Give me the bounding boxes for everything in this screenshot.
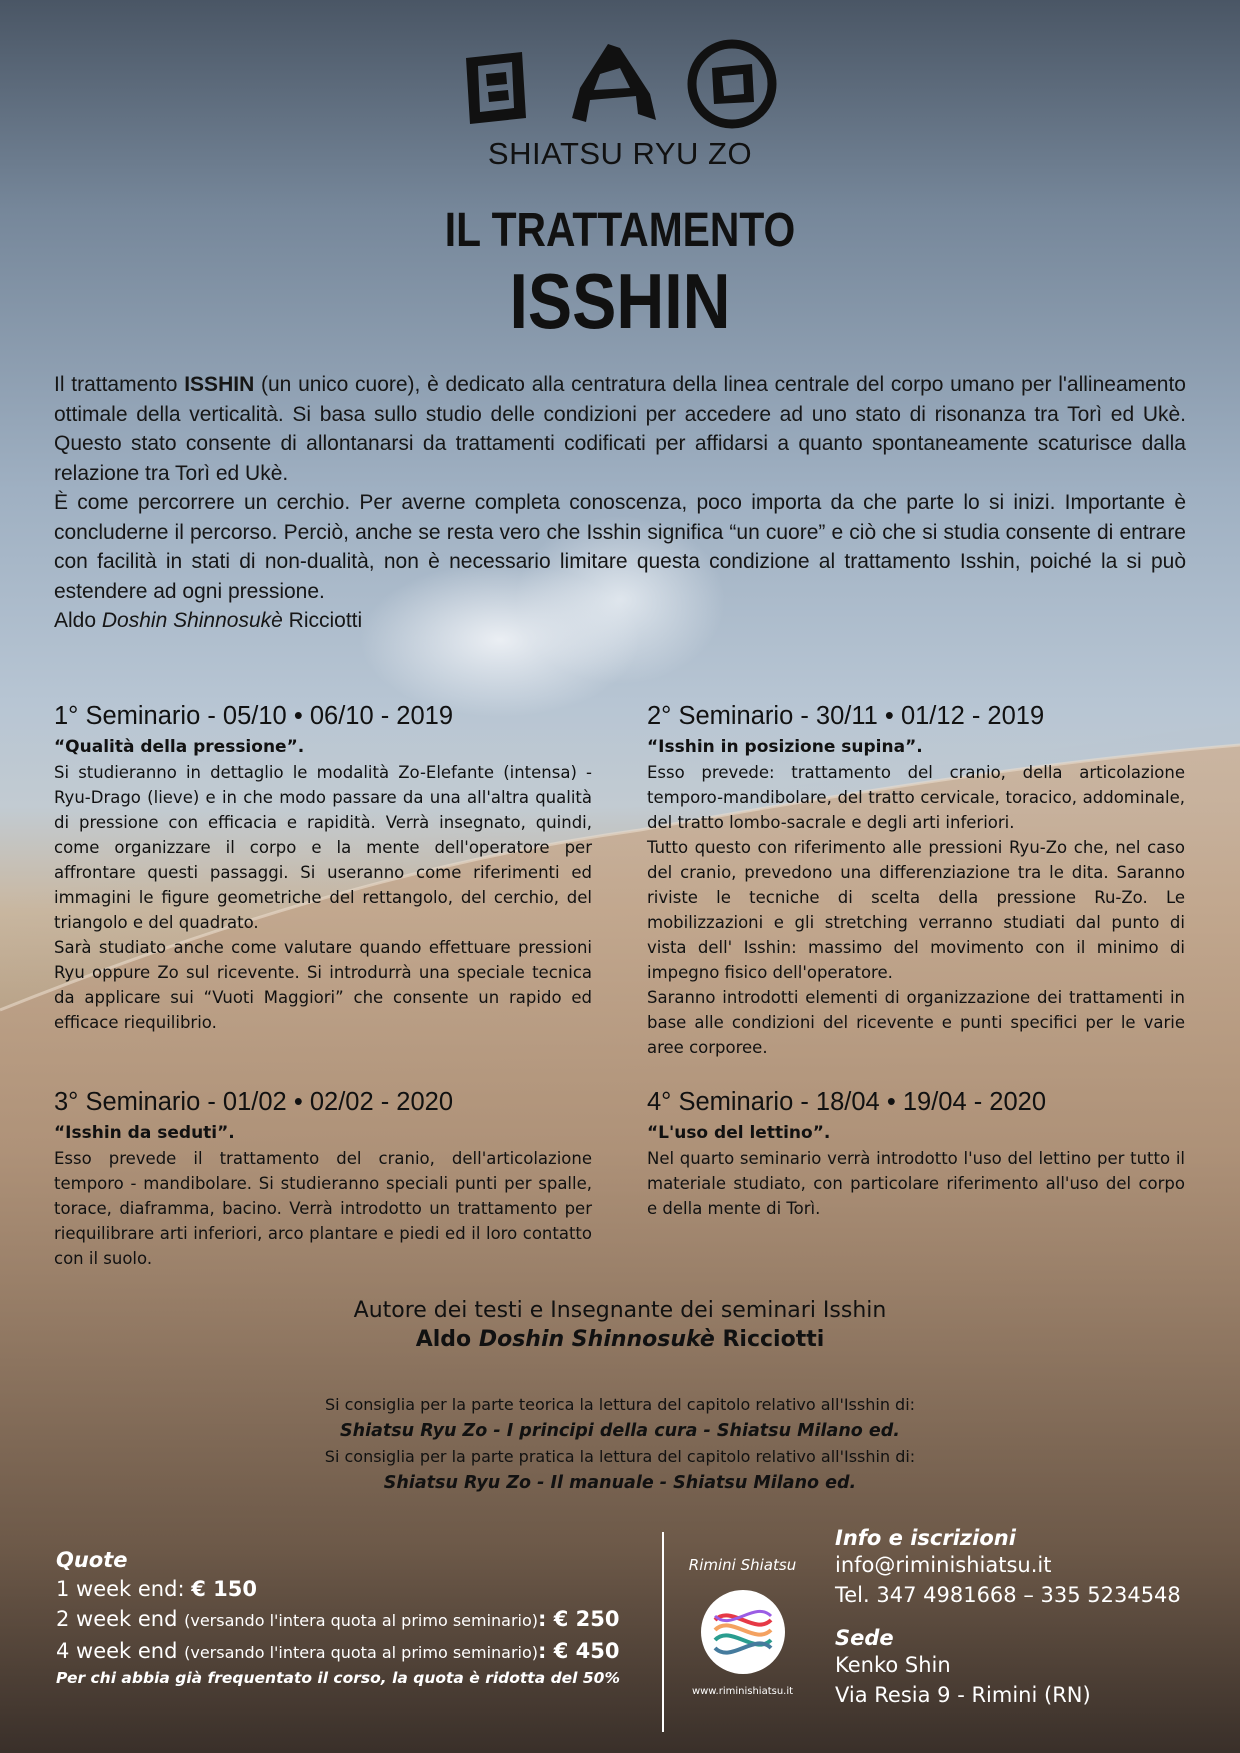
seminar-heading: 4° Seminario - 18/04 • 19/04 - 2020	[647, 1088, 1047, 1116]
author-role: Autore dei testi e Insegnante dei seminari Isshin	[353, 1298, 887, 1323]
price-row-3: 4 week end (versando l'intera quota al primo seminario): € 450	[56, 1639, 620, 1663]
rimini-shiatsu-badge	[680, 1556, 805, 1697]
shiatsu-ryu-zo-logo	[460, 34, 780, 134]
intro-text	[54, 370, 1186, 636]
seminar-subtitle: “Isshin in posizione supina”.	[647, 737, 923, 757]
reading-theory-note: Si consiglia per la parte teorica la lettura del capitolo relativo all'Isshin di:	[324, 1395, 916, 1414]
seminar-1	[54, 702, 592, 1035]
footer-divider	[662, 1532, 664, 1732]
seminar-heading: 1° Seminario - 05/10 • 06/10 - 2019	[54, 702, 454, 730]
rimini-shiatsu-url[interactable]: www.riminishiatsu.it	[691, 1686, 794, 1697]
rimini-shiatsu-logo-icon	[701, 1590, 785, 1674]
seminar-heading: 3° Seminario - 01/02 • 02/02 - 2020	[54, 1088, 454, 1116]
brand-name: SHIATSU RYU ZO	[487, 136, 753, 171]
kanji-sun-icon	[466, 52, 526, 124]
reading-practice-note: Si consiglia per la parte pratica la lettura del capitolo relativo all'Isshin di:	[324, 1447, 916, 1466]
info-heading: Info e iscrizioni	[835, 1526, 1016, 1550]
reading-recommendations	[0, 1392, 1240, 1496]
intro-signature: Aldo Doshin Shinnosukè Ricciotti	[54, 609, 363, 632]
info-phone[interactable]: Tel. 347 4981668 – 335 5234548	[835, 1583, 1181, 1607]
seminar-description: Esso prevede: trattamento del cranio, della articolazione temporo-mandibolare, del tratto cervicale, toracico, addominale, del tratto lombo-sacrale e degli arti inferiori. Tutto questo con riferimento alle pressioni Ryu-Zo che, nel caso del cranio, prevedono una differenziazione tra le dita. Saranno riviste le tecniche di scelta della pressione Ru-Zo. Le mobilizzazioni e gli stretching verranno studiati dal punto di vista dell' Isshin: massimo del movimento con il minimo di impegno fisico dell'operatore. Saranno introdotti elementi di organizzazione dei trattamenti in base alle condizioni del ricevente e punti specifici per le varie aree corporee.	[647, 763, 1185, 1057]
book-title-practice: Shiatsu Ryu Zo - Il manuale - Shiatsu Milano ed.	[383, 1473, 857, 1493]
author-credit	[0, 1298, 1240, 1352]
discount-note: Per chi abbia già frequentato il corso, la quota è ridotta del 50%	[56, 1669, 620, 1687]
info-email[interactable]: info@riminishiatsu.it	[835, 1553, 1052, 1577]
page-title-line-2: ISSHIN	[509, 257, 731, 345]
venue-address: Via Resia 9 - Rimini (RN)	[835, 1683, 1091, 1707]
venue-name: Kenko Shin	[835, 1653, 951, 1677]
seminar-heading: 2° Seminario - 30/11 • 01/12 - 2019	[647, 702, 1045, 730]
rimini-shiatsu-name: Rimini Shiatsu	[688, 1556, 797, 1574]
seminar-description: Nel quarto seminario verrà introdotto l'uso del lettino per tutto il materiale studiato, con particolare riferimento all'uso del corpo e della mente di Torì.	[647, 1149, 1185, 1218]
contact-info	[835, 1526, 1215, 1710]
seminar-description: Esso prevede il trattamento del cranio, dell'articolazione temporo - mandibolare. Si studieranno speciali punti per spalle, torace, diaframma, bacino. Verrà introdotto un trattamento per riequilibrare arti inferiori, arco plantare e piedi ed il loro contatto con il suolo.	[54, 1149, 592, 1268]
price-heading: Quote	[56, 1548, 128, 1572]
seminar-3	[54, 1088, 592, 1271]
seminar-subtitle: “Isshin da seduti”.	[54, 1123, 235, 1143]
seminar-subtitle: “L'uso del lettino”.	[647, 1123, 831, 1143]
dna-helix-icon	[701, 1590, 785, 1674]
price-row-2: 2 week end (versando l'intera quota al primo seminario): € 250	[56, 1607, 620, 1631]
isshin-keyword: ISSHIN	[184, 373, 255, 396]
price-section	[56, 1548, 646, 1687]
price-row-1: 1 week end: € 150	[56, 1577, 257, 1601]
seminar-2	[647, 702, 1185, 1060]
page-title-line-1: IL TRATTAMENTO	[444, 204, 796, 257]
intro-paragraph-1: Il trattamento ISSHIN (un unico cuore), è dedicato alla centratura della linea centrale del corpo umano per l'allineamento ottimale della verticalità. Si basa sullo studio delle condizioni per accedere ad uno stato di risonanza tra Torì ed Ukè. Questo stato consente di allontanarsi da trattamenti codificati per affidarsi a quanto spontaneamente scaturisce dalla relazione tra Torì ed Ukè.	[54, 373, 1186, 485]
venue-heading: Sede	[835, 1626, 894, 1650]
intro-paragraph-2: È come percorrere un cerchio. Per averne completa conoscenza, poco importa da che parte lo si inizi. Importante è concluderne il percorso. Perciò, anche se resta vero che Isshin significa “un cuore” e ciò che si studia consente di entrare con facilità in stati di non-dualità, non è necessario limitare questa condizione al trattamento Isshin, poiché la si può estendere ad ogni pressione.	[54, 491, 1186, 603]
author-name: Aldo Doshin Shinnosukè Ricciotti	[415, 1327, 825, 1352]
enso-circle-icon	[692, 44, 772, 124]
kanji-mountain-icon	[572, 44, 656, 122]
seminar-description: Si studieranno in dettaglio le modalità Zo-Elefante (intensa) - Ryu-Drago (lieve) e in che modo passare da una all'altra qualità di pressione con efficacia e rapidità. Verrà insegnato, quindi, come organizzare il corpo e la mente dell'operatore per affrontare questi passaggi. Si useranno come riferimenti ed immagini le figure geometriche del rettangolo, del cerchio, del triangolo e del quadrato. Sarà studiato anche come valutare quando effettuare pressioni Ryu oppure Zo sul ricevente. Si introdurrà una speciale tecnica da applicare sui “Vuoti Maggiori” che consente un rapido ed efficace riequilibrio.	[54, 763, 592, 1032]
seminar-subtitle: “Qualità della pressione”.	[54, 737, 305, 757]
seminar-4	[647, 1088, 1185, 1221]
book-title-theory: Shiatsu Ryu Zo - I principi della cura - Shiatsu Milano ed.	[340, 1421, 900, 1441]
